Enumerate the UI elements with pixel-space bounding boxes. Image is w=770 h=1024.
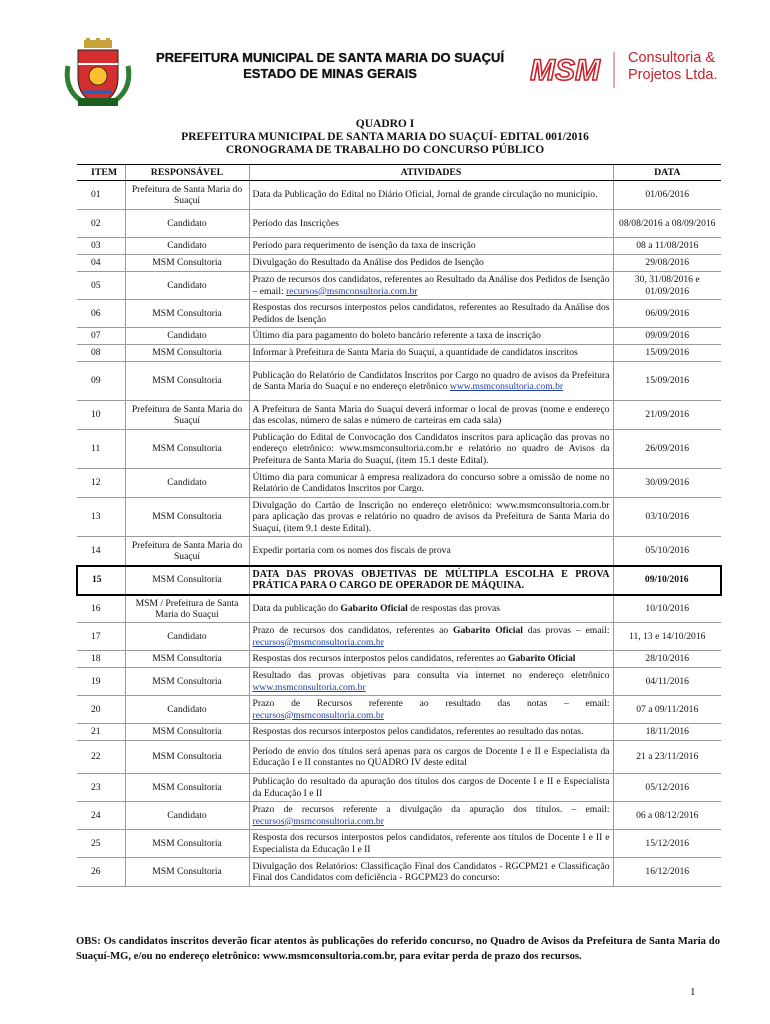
cell-data: 26/09/2016 <box>613 430 721 469</box>
cell-atividade <box>249 802 613 830</box>
activity-text: Expedir portaria com os nomes dos fiscais de prova <box>252 545 451 557</box>
cell-responsavel: MSM Consultoria <box>125 300 249 328</box>
table-row <box>77 238 721 255</box>
cell-responsavel: Candidato <box>125 696 249 724</box>
cell-item: 21 <box>77 724 125 741</box>
cell-item: 18 <box>77 651 125 668</box>
cell-data: 01/06/2016 <box>613 181 721 210</box>
activity-text: Respostas dos recursos interpostos pelos candidatos, referentes ao Resultado da Análise dos Pedidos de Isenção <box>252 302 610 325</box>
cell-item: 19 <box>77 668 125 696</box>
table-row <box>77 696 721 724</box>
cell-responsavel: Candidato <box>125 623 249 651</box>
cell-atividade <box>249 830 613 858</box>
cell-item: 04 <box>77 255 125 272</box>
header-municipality: PREFEITURA MUNICIPAL DE SANTA MARIA DO SUAÇUÍ <box>155 50 505 65</box>
table-row <box>77 272 721 300</box>
table-row <box>77 345 721 362</box>
cell-data: 30/09/2016 <box>613 469 721 498</box>
cell-data: 06 a 08/12/2016 <box>613 802 721 830</box>
table-row <box>77 181 721 210</box>
header-atividades: ATIVIDADES <box>249 165 613 181</box>
table-row <box>77 328 721 345</box>
cell-responsavel: MSM Consultoria <box>125 255 249 272</box>
activity-text: Respostas dos recursos interpostos pelos candidatos, referentes ao <box>252 653 509 665</box>
cell-responsavel: MSM Consultoria <box>125 345 249 362</box>
cell-atividade <box>249 210 613 238</box>
cell-data: 18/11/2016 <box>613 724 721 741</box>
cell-responsavel: Candidato <box>125 802 249 830</box>
cell-atividade <box>249 651 613 668</box>
activity-link[interactable]: www.msmconsultoria.com.br <box>449 381 564 392</box>
cell-atividade <box>249 345 613 362</box>
cell-item: 01 <box>77 181 125 210</box>
activity-link[interactable]: recursos@msmconsultoria.com.br <box>286 285 418 297</box>
cell-item: 07 <box>77 328 125 345</box>
activity-text: Respostas dos recursos interpostos pelos candidatos, referentes ao resultado das notas. <box>252 726 584 738</box>
cell-atividade <box>249 595 613 623</box>
table-header-row <box>77 165 721 181</box>
table-row <box>77 430 721 469</box>
cell-data: 05/10/2016 <box>613 537 721 566</box>
cell-data: 16/12/2016 <box>613 858 721 887</box>
table-row <box>77 469 721 498</box>
cell-atividade <box>249 858 613 887</box>
cell-atividade <box>249 741 613 774</box>
cell-data: 15/12/2016 <box>613 830 721 858</box>
table-row <box>77 668 721 696</box>
cell-data: 06/09/2016 <box>613 300 721 328</box>
cell-responsavel: MSM Consultoria <box>125 724 249 741</box>
cell-item: 11 <box>77 430 125 469</box>
cell-item: 23 <box>77 774 125 802</box>
cell-item: 16 <box>77 595 125 623</box>
activity-text: Prazo de recursos dos candidatos, referentes ao Resultado da Análise dos Pedidos de Isenção – email: <box>252 274 610 297</box>
cell-responsavel: Candidato <box>125 469 249 498</box>
activity-text: Resultado das provas objetivas para consulta via internet no endereço eletrônico <box>252 670 610 682</box>
activity-text: Prazo de recursos referente a divulgação da apuração dos títulos. – email: <box>252 804 610 816</box>
cell-atividade <box>249 328 613 345</box>
activity-text: Publicação do resultado da apuração dos títulos dos cargos de Docente I e II e Especialista da Educação I e II <box>252 776 610 799</box>
title-quadro: QUADRO I <box>355 118 415 130</box>
document-title <box>0 118 770 157</box>
table-row <box>77 537 721 566</box>
cell-responsavel: Prefeitura de Santa Maria do Suaçuí <box>125 537 249 566</box>
activity-text-cont: das provas – email: <box>522 625 610 637</box>
title-edital: PREFEITURA MUNICIPAL DE SANTA MARIA DO SUAÇUÍ- EDITAL 001/2016 <box>181 131 589 143</box>
cell-data: 11, 13 e 14/10/2016 <box>613 623 721 651</box>
activity-link[interactable]: www.msmconsultoria.com.br <box>252 681 366 693</box>
cell-responsavel: Candidato <box>125 210 249 238</box>
activity-text-cont: de respostas das provas <box>407 603 501 615</box>
table-row <box>77 741 721 774</box>
cell-item: 06 <box>77 300 125 328</box>
cell-responsavel: MSM Consultoria <box>125 741 249 774</box>
cell-atividade <box>249 401 613 430</box>
table-row <box>77 858 721 887</box>
cell-responsavel: MSM Consultoria <box>125 498 249 537</box>
cell-data: 08/08/2016 a 08/09/2016 <box>613 210 721 238</box>
cell-item: 24 <box>77 802 125 830</box>
table-row <box>77 623 721 651</box>
activity-link[interactable]: recursos@msmconsultoria.com.br <box>252 815 384 827</box>
municipal-coat-of-arms <box>62 38 134 110</box>
header-state: ESTADO DE MINAS GERAIS <box>243 66 417 81</box>
table-row <box>77 300 721 328</box>
table-row <box>77 774 721 802</box>
cell-atividade <box>249 696 613 724</box>
activity-text: Último dia para comunicar à empresa realizadora do concurso sobre a omissão de nome no Relatório de Candidatos Inscritos por Cargo. <box>252 471 610 494</box>
cell-atividade <box>249 255 613 272</box>
cell-item: 22 <box>77 741 125 774</box>
cell-data: 15/09/2016 <box>613 362 721 401</box>
activity-text: Divulgação dos Relatórios: Classificação Final dos Candidatos - RGCPM21 e Classificação Final dos Candidatos com deficiência - RGCPM23 do concurso: <box>252 860 610 883</box>
activity-text: Data da Publicação do Edital no Diário Oficial, Jornal de grande circulação no município. <box>252 189 598 201</box>
activity-text: Publicação do Edital de Convocação dos Candidatos inscritos para aplicação das provas no endereço eletrônico: www.msmconsultoria.com.br e relatório no quadro de Avisos da Prefeitura de Santa Maria do Suaçuí, (item 15.1 deste Edital). <box>252 432 610 466</box>
activity-bold-text: Gabarito Oficial <box>340 603 408 615</box>
table-row <box>77 830 721 858</box>
activity-text: Último dia para pagamento do boleto bancário referente a taxa de inscrição <box>252 330 541 342</box>
activity-text: Publicação do Relatório de Candidatos Inscritos por Cargo no quadro de avisos da Prefeitura de Santa Maria do Suaçuí e no endereço eletrônico <box>252 369 610 392</box>
cell-atividade <box>249 623 613 651</box>
cell-atividade <box>249 566 613 595</box>
activity-text: Data da publicação do <box>252 603 341 615</box>
cell-data: 03/10/2016 <box>613 498 721 537</box>
schedule-table <box>76 164 722 887</box>
table-row <box>77 401 721 430</box>
activity-text: Período para requerimento de isenção da taxa de inscrição <box>252 240 476 252</box>
cell-data: 09/09/2016 <box>613 328 721 345</box>
svg-text:MSM: MSM <box>530 54 600 87</box>
table-row <box>77 362 721 401</box>
cell-responsavel: MSM Consultoria <box>125 668 249 696</box>
cell-responsavel: MSM / Prefeitura de Santa Maria do Suaçuí <box>125 595 249 623</box>
activity-text: DATA DAS PROVAS OBJETIVAS DE MÚLTIPLA ESCOLHA E PROVA PRÁTICA PARA O CARGO DE OPERADOR DE MÁQUINA. <box>252 568 610 591</box>
cell-responsavel: MSM Consultoria <box>125 430 249 469</box>
cell-responsavel: Candidato <box>125 272 249 300</box>
cell-item: 03 <box>77 238 125 255</box>
observation-note: OBS: Os candidatos inscritos deverão ficar atentos às publicações do referido concurso, no Quadro de Avisos da Prefeitura de Santa Maria do Suaçuí-MG, e/ou no endereço eletrônico: www.msmconsultoria.com.br, para evitar perda de prazo dos recursos. <box>76 936 720 962</box>
cell-item: 15 <box>77 566 125 595</box>
cell-item: 25 <box>77 830 125 858</box>
table-row <box>77 566 721 595</box>
cell-atividade <box>249 537 613 566</box>
cell-atividade <box>249 181 613 210</box>
cell-atividade <box>249 774 613 802</box>
cell-data: 07 a 09/11/2016 <box>613 696 721 724</box>
cell-atividade <box>249 469 613 498</box>
cell-item: 20 <box>77 696 125 724</box>
activity-text: Informar à Prefeitura de Santa Maria do Suaçuí, a quantidade de candidatos inscritos <box>252 347 578 359</box>
cell-item: 17 <box>77 623 125 651</box>
activity-text: Período de envio dos títulos será apenas para os cargos de Docente I e II e Especialista da Educação I e II constantes no QUADRO IV deste edital <box>252 745 610 768</box>
cell-data: 05/12/2016 <box>613 774 721 802</box>
table-row <box>77 651 721 668</box>
cell-responsavel: MSM Consultoria <box>125 774 249 802</box>
header-responsavel: RESPONSÁVEL <box>125 165 249 181</box>
cell-atividade <box>249 362 613 401</box>
activity-text: Divulgação do Resultado da Análise dos Pedidos de Isenção <box>252 257 484 269</box>
header-data: DATA <box>613 165 721 181</box>
cell-atividade <box>249 498 613 537</box>
cell-item: 12 <box>77 469 125 498</box>
table-row <box>77 255 721 272</box>
cell-data: 08 a 11/08/2016 <box>613 238 721 255</box>
cell-data: 09/10/2016 <box>613 566 721 595</box>
activity-text: A Prefeitura de Santa Maria do Suaçuí deverá informar o local de provas (nome e endereço das escolas, número de salas e número de carteiras em cada sala) <box>252 403 610 426</box>
cell-responsavel: Candidato <box>125 238 249 255</box>
activity-bold-text: Gabarito Oficial <box>453 625 523 637</box>
cell-data: 04/11/2016 <box>613 668 721 696</box>
activity-link[interactable]: recursos@msmconsultoria.com.br <box>252 709 384 721</box>
cell-item: 10 <box>77 401 125 430</box>
cell-data: 15/09/2016 <box>613 345 721 362</box>
table-row <box>77 595 721 623</box>
activity-text: Resposta dos recursos interpostos pelos candidatos, referente aos títulos de Docente I e II e Especialista da Educação I e II <box>252 832 610 855</box>
cell-item: 26 <box>77 858 125 887</box>
cell-atividade <box>249 300 613 328</box>
table-row <box>77 724 721 741</box>
header-item: ITEM <box>77 165 125 181</box>
cell-responsavel: Prefeitura de Santa Maria do Suaçuí <box>125 401 249 430</box>
logo-text-projetos: Projetos Ltda. <box>628 67 718 83</box>
cell-item: 14 <box>77 537 125 566</box>
cell-item: 08 <box>77 345 125 362</box>
cell-data: 10/10/2016 <box>613 595 721 623</box>
activity-text: Período das Inscrições <box>252 217 339 229</box>
cell-data: 21 a 23/11/2016 <box>613 741 721 774</box>
cell-item: 05 <box>77 272 125 300</box>
cell-responsavel: MSM Consultoria <box>125 362 249 401</box>
cell-atividade <box>249 430 613 469</box>
cell-atividade <box>249 724 613 741</box>
cell-atividade <box>249 238 613 255</box>
cell-responsavel: Candidato <box>125 328 249 345</box>
cell-item: 02 <box>77 210 125 238</box>
cell-atividade <box>249 668 613 696</box>
cell-data: 28/10/2016 <box>613 651 721 668</box>
page-number: 1 <box>690 986 696 998</box>
cell-responsavel: Prefeitura de Santa Maria do Suaçuí <box>125 181 249 210</box>
table-row <box>77 210 721 238</box>
table-row <box>77 802 721 830</box>
table-row <box>77 498 721 537</box>
cell-responsavel: MSM Consultoria <box>125 651 249 668</box>
cell-responsavel: MSM Consultoria <box>125 830 249 858</box>
activity-bold-text: Gabarito Oficial <box>508 653 576 665</box>
cell-data: 21/09/2016 <box>613 401 721 430</box>
activity-text: Divulgação do Cartão de Inscrição no endereço eletrônico: www.msmconsultoria.com.br para aplicação das provas e relatório no quadro de avisos da Prefeitura de Santa Maria do Suaçuí, (item 9.1 deste Edital). <box>252 500 610 534</box>
activity-text: Prazo de Recursos referente ao resultado das notas – email: <box>252 698 610 710</box>
cell-responsavel: MSM Consultoria <box>125 566 249 595</box>
title-cronograma: CRONOGRAMA DE TRABALHO DO CONCURSO PÚBLICO <box>225 144 545 156</box>
cell-data: 29/08/2016 <box>613 255 721 272</box>
logo-text-consultoria: Consultoria & <box>628 50 716 66</box>
cell-item: 13 <box>77 498 125 537</box>
activity-text: Prazo de recursos dos candidatos, referentes ao <box>252 625 454 637</box>
cell-data: 30, 31/08/2016 e 01/09/2016 <box>613 272 721 300</box>
cell-item: 09 <box>77 362 125 401</box>
activity-link[interactable]: recursos@msmconsultoria.com.br <box>252 636 384 648</box>
cell-responsavel: MSM Consultoria <box>125 858 249 887</box>
cell-atividade <box>249 272 613 300</box>
